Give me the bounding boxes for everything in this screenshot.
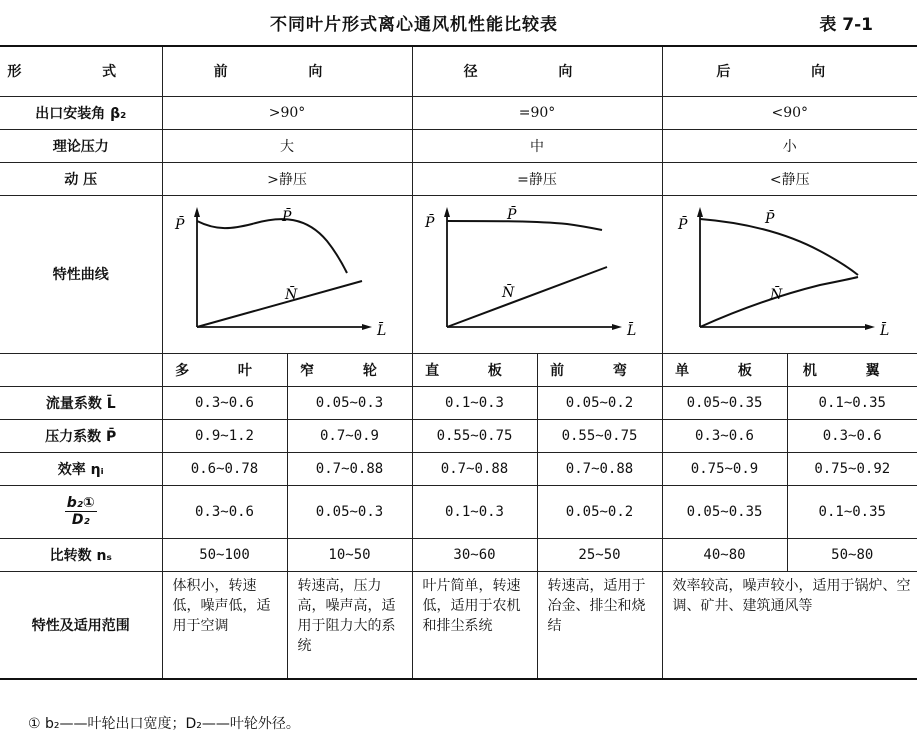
curve-radial-cell: [412, 195, 662, 353]
l-axis-label: L̄: [879, 323, 890, 339]
pressure-coef-value: 0.3~0.6: [787, 419, 917, 452]
efficiency-value: 0.75~0.9: [662, 452, 787, 485]
p-curve-label: P̄: [764, 211, 775, 227]
flow-coef-value: 0.05~0.3: [287, 386, 412, 419]
dynamic-pressure-radial: =静压: [412, 162, 662, 195]
subtype-narrow-wheel: 窄 轮: [287, 353, 412, 386]
outlet-angle-radial: =90°: [412, 96, 662, 129]
subtype-single-plate: 单 板: [662, 353, 787, 386]
specific-speed-value: 25~50: [537, 538, 662, 571]
title-bar: [0, 8, 923, 36]
p-axis-arrow: [444, 207, 450, 217]
efficiency-value: 0.6~0.78: [162, 452, 287, 485]
application-narrow-wheel: 转速高，压力高，噪声高，适用于阻力大的系统: [287, 571, 412, 679]
application-radial: 叶片简单，转速低，适用于农机和排尘系统: [412, 571, 537, 679]
application-row: [0, 571, 917, 679]
table-title: 不同叶片形式离心通风机性能比较表: [270, 15, 558, 35]
l-axis-arrow: [865, 324, 875, 330]
application-backward: 效率较高，噪声较小，适用于锅炉、空调、矿井、建筑通风等: [662, 571, 917, 679]
subtype-forward-curved: 前 弯: [537, 353, 662, 386]
efficiency-value: 0.7~0.88: [287, 452, 412, 485]
ratio-fraction: [65, 495, 97, 528]
ratio-denominator: D₂: [71, 512, 90, 528]
application-forward-curved: 转速高，适用于冶金、排尘和烧结: [537, 571, 662, 679]
curve-forward-cell: [162, 195, 412, 353]
row-label-form: 形 式: [0, 46, 162, 96]
ratio-value: 0.05~0.3: [287, 485, 412, 538]
row-label-dynamic-pressure: 动 压: [0, 162, 162, 195]
efficiency-value: 0.7~0.88: [537, 452, 662, 485]
flow-coef-value: 0.1~0.3: [412, 386, 537, 419]
n-curve: [197, 281, 362, 327]
p-axis-arrow: [194, 207, 200, 217]
flow-coef-value: 0.05~0.2: [537, 386, 662, 419]
p-curve: [700, 219, 858, 275]
p-axis-label: P̄: [425, 215, 435, 231]
l-axis-label: L̄: [627, 323, 637, 339]
row-label-application: 特性及适用范围: [0, 571, 162, 679]
outlet-angle-forward: >90°: [162, 96, 412, 129]
curve-radial-diagram: [417, 199, 657, 349]
row-label-pressure-coef: 压力系数 P̄: [0, 419, 162, 452]
pressure-coef-value: 0.55~0.75: [537, 419, 662, 452]
col-forward: 前 向: [162, 46, 412, 96]
subtype-multi-blade: 多 叶: [162, 353, 287, 386]
application-multi-blade: 体积小，转速低，噪声低，适用于空调: [162, 571, 287, 679]
ratio-value: 0.1~0.3: [412, 485, 537, 538]
dynamic-pressure-forward: >静压: [162, 162, 412, 195]
dynamic-pressure-row: [0, 162, 917, 195]
theory-pressure-row: [0, 129, 917, 162]
n-curve-label: N̄: [502, 285, 515, 301]
subtype-straight-plate: 直 板: [412, 353, 537, 386]
specific-speed-row: [0, 538, 917, 571]
col-radial: 径 向: [412, 46, 662, 96]
l-axis-arrow: [362, 324, 372, 330]
pressure-coef-value: 0.55~0.75: [412, 419, 537, 452]
row-label-flow-coef: 流量系数 L̄: [0, 386, 162, 419]
flow-coef-value: 0.3~0.6: [162, 386, 287, 419]
pressure-coef-value: 0.9~1.2: [162, 419, 287, 452]
theory-pressure-radial: 中: [412, 129, 662, 162]
curve-forward-diagram: [167, 199, 407, 349]
specific-speed-value: 50~100: [162, 538, 287, 571]
pressure-coef-value: 0.3~0.6: [662, 419, 787, 452]
flow-coef-value: 0.1~0.35: [787, 386, 917, 419]
n-curve-label: N̄: [769, 287, 782, 303]
efficiency-value: 0.7~0.88: [412, 452, 537, 485]
ratio-value: 0.05~0.35: [662, 485, 787, 538]
row-label-specific-speed: 比转数 nₛ: [0, 538, 162, 571]
ratio-numerator: b₂①: [66, 495, 95, 511]
p-axis-label: P̄: [175, 217, 185, 233]
l-axis-label: L̄: [377, 323, 387, 339]
flow-coef-row: [0, 386, 917, 419]
ratio-value: 0.05~0.2: [537, 485, 662, 538]
subtype-airfoil: 机 翼: [787, 353, 917, 386]
p-curve: [447, 221, 602, 230]
ratio-row: [0, 485, 917, 538]
pressure-coef-value: 0.7~0.9: [287, 419, 412, 452]
row-label-subtype: [0, 353, 162, 386]
theory-pressure-backward: 小: [662, 129, 917, 162]
dynamic-pressure-backward: <静压: [662, 162, 917, 195]
col-backward: 后 向: [662, 46, 917, 96]
n-curve-label: N̄: [285, 287, 298, 303]
row-label-theory-pressure: 理论压力: [0, 129, 162, 162]
row-label-ratio: [0, 485, 162, 538]
flow-coef-value: 0.05~0.35: [662, 386, 787, 419]
table-number: 表 7-1: [819, 15, 873, 35]
row-label-curves: 特性曲线: [0, 195, 162, 353]
p-axis-label: P̄: [677, 217, 688, 233]
pressure-coef-row: [0, 419, 917, 452]
specific-speed-value: 40~80: [662, 538, 787, 571]
theory-pressure-forward: 大: [162, 129, 412, 162]
p-curve-label: P̄: [282, 209, 292, 225]
footnote: ① b₂——叶轮出口宽度；D₂——叶轮外径。: [28, 716, 300, 732]
efficiency-value: 0.75~0.92: [787, 452, 917, 485]
specific-speed-value: 10~50: [287, 538, 412, 571]
comparison-table: [0, 45, 917, 680]
l-axis-arrow: [612, 324, 622, 330]
p-curve: [197, 219, 347, 273]
curves-row: [0, 195, 917, 353]
outlet-angle-backward: <90°: [662, 96, 917, 129]
curve-backward-cell: [662, 195, 917, 353]
row-label-outlet-angle: 出口安装角 β₂: [0, 96, 162, 129]
p-curve-label: P̄: [507, 207, 517, 223]
specific-speed-value: 30~60: [412, 538, 537, 571]
specific-speed-value: 50~80: [787, 538, 917, 571]
header-row: [0, 46, 917, 96]
ratio-value: 0.1~0.35: [787, 485, 917, 538]
n-curve: [447, 267, 607, 327]
p-axis-arrow: [697, 207, 703, 217]
outlet-angle-row: [0, 96, 917, 129]
subtype-row: [0, 353, 917, 386]
efficiency-row: [0, 452, 917, 485]
curve-backward-diagram: [670, 199, 910, 349]
row-label-efficiency: 效率 ηᵢ: [0, 452, 162, 485]
ratio-value: 0.3~0.6: [162, 485, 287, 538]
